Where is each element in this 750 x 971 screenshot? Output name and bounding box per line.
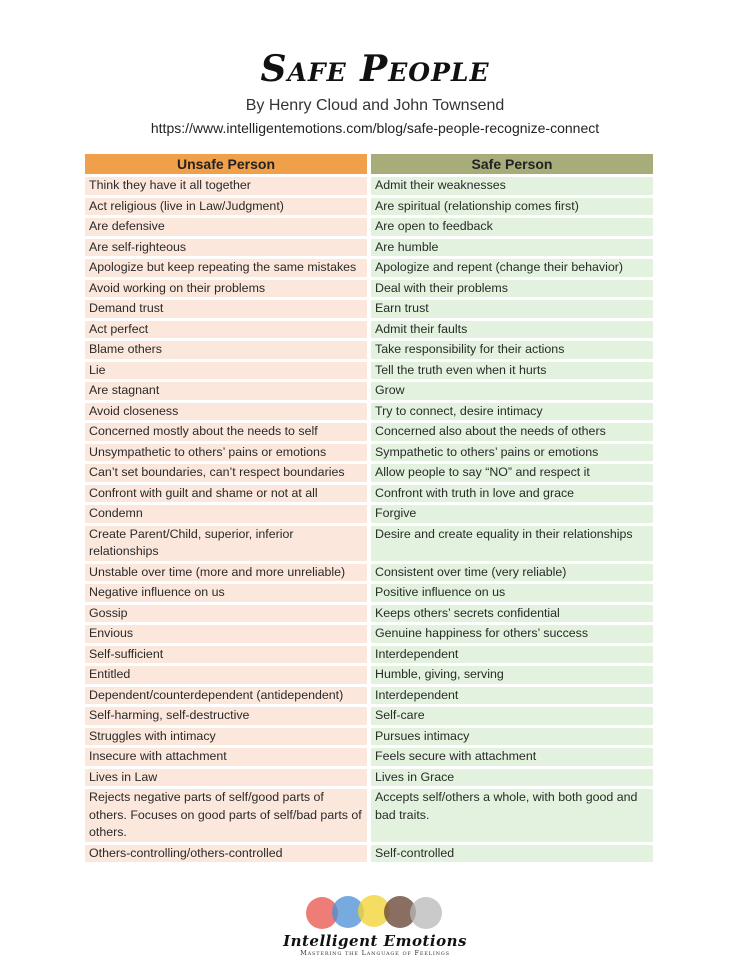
safe-trait-cell: Sympathetic to others’ pains or emotions [371,444,653,462]
table-row [85,728,653,746]
source-url: https://www.intelligentemotions.com/blog/safe-people-recognize-connect [150,120,600,136]
safe-trait-cell: Admit their faults [371,321,653,339]
unsafe-trait-cell: Avoid working on their problems [85,280,367,298]
safe-trait-cell: Genuine happiness for others’ success [371,625,653,643]
safe-trait-cell: Are spiritual (relationship comes first) [371,198,653,216]
unsafe-trait-cell: Act religious (live in Law/Judgment) [85,198,367,216]
table-row [85,300,653,318]
table-row [85,707,653,725]
safe-trait-cell: Consistent over time (very reliable) [371,564,653,582]
table-row [85,845,653,863]
table-row [85,769,653,787]
table-row [85,625,653,643]
page-title: Safe People [260,48,490,90]
gray-circle [410,897,442,929]
table-row [85,403,653,421]
table-row [85,485,653,503]
authors-line: By Henry Cloud and John Townsend [245,97,505,114]
safe-trait-cell: Deal with their problems [371,280,653,298]
comparison-table [81,151,657,865]
safe-trait-cell: Accepts self/others a whole, with both good and bad traits. [371,789,653,842]
safe-trait-cell: Allow people to say “NO” and respect it [371,464,653,482]
table-row [85,564,653,582]
safe-trait-cell: Tell the truth even when it hurts [371,362,653,380]
unsafe-trait-cell: Negative influence on us [85,584,367,602]
unsafe-trait-cell: Act perfect [85,321,367,339]
safe-trait-cell: Interdependent [371,687,653,705]
unsafe-trait-cell: Are stagnant [85,382,367,400]
unsafe-trait-cell: Create Parent/Child, superior, inferior relationships [85,526,367,561]
unsafe-trait-cell: Self-harming, self-destructive [85,707,367,725]
unsafe-trait-cell: Concerned mostly about the needs to self [85,423,367,441]
table-row [85,748,653,766]
logo-name: Intelligent Emotions [283,932,467,950]
safe-trait-cell: Interdependent [371,646,653,664]
unsafe-trait-cell: Confront with guilt and shame or not at all [85,485,367,503]
unsafe-trait-cell: Entitled [85,666,367,684]
unsafe-trait-cell: Lives in Law [85,769,367,787]
safe-trait-cell: Apologize and repent (change their behavior) [371,259,653,277]
table-body [85,177,653,862]
unsafe-trait-cell: Demand trust [85,300,367,318]
safe-trait-cell: Self-care [371,707,653,725]
table-row [85,584,653,602]
unsafe-trait-cell: Blame others [85,341,367,359]
intelligent-emotions-logo [280,893,470,963]
safe-trait-cell: Confront with truth in love and grace [371,485,653,503]
table-row [85,687,653,705]
safe-trait-cell: Desire and create equality in their relationships [371,526,653,561]
table-row [85,505,653,523]
unsafe-trait-cell: Can’t set boundaries, can’t respect boundaries [85,464,367,482]
safe-trait-cell: Forgive [371,505,653,523]
table-row [85,605,653,623]
table-row [85,526,653,561]
table-row [85,259,653,277]
unsafe-trait-cell: Think they have it all together [85,177,367,195]
safe-person-header: Safe Person [371,154,653,174]
unsafe-trait-cell: Apologize but keep repeating the same mistakes [85,259,367,277]
safe-trait-cell: Concerned also about the needs of others [371,423,653,441]
table-row [85,321,653,339]
safe-trait-cell: Grow [371,382,653,400]
unsafe-trait-cell: Insecure with attachment [85,748,367,766]
document-header [0,48,750,138]
table-row [85,789,653,842]
safe-trait-cell: Humble, giving, serving [371,666,653,684]
unsafe-trait-cell: Lie [85,362,367,380]
safe-trait-cell: Admit their weaknesses [371,177,653,195]
safe-trait-cell: Lives in Grace [371,769,653,787]
table-row [85,382,653,400]
table-header-row [85,154,653,174]
unsafe-trait-cell: Envious [85,625,367,643]
unsafe-trait-cell: Self-sufficient [85,646,367,664]
table-row [85,362,653,380]
safe-trait-cell: Self-controlled [371,845,653,863]
table-row [85,239,653,257]
unsafe-trait-cell: Condemn [85,505,367,523]
table-row [85,646,653,664]
safe-trait-cell: Take responsibility for their actions [371,341,653,359]
safe-trait-cell: Pursues intimacy [371,728,653,746]
logo-tagline: Mastering the Language of Feelings [300,949,450,957]
unsafe-trait-cell: Are self-righteous [85,239,367,257]
table-row [85,177,653,195]
table-row [85,280,653,298]
unsafe-trait-cell: Struggles with intimacy [85,728,367,746]
safe-trait-cell: Earn trust [371,300,653,318]
table-row [85,198,653,216]
table-row [85,464,653,482]
table-row [85,423,653,441]
unsafe-trait-cell: Unsympathetic to others’ pains or emotions [85,444,367,462]
unsafe-trait-cell: Others-controlling/others-controlled [85,845,367,863]
table-row [85,666,653,684]
safe-trait-cell: Are humble [371,239,653,257]
unsafe-trait-cell: Avoid closeness [85,403,367,421]
safe-trait-cell: Positive influence on us [371,584,653,602]
table-row [85,341,653,359]
unsafe-trait-cell: Gossip [85,605,367,623]
table-row [85,218,653,236]
safe-trait-cell: Keeps others’ secrets confidential [371,605,653,623]
table-row [85,444,653,462]
safe-trait-cell: Are open to feedback [371,218,653,236]
safe-trait-cell: Feels secure with attachment [371,748,653,766]
unsafe-trait-cell: Unstable over time (more and more unreliable) [85,564,367,582]
watercolor-circles-icon [300,893,450,931]
unsafe-trait-cell: Rejects negative parts of self/good parts of others. Focuses on good parts of self/bad parts of others. [85,789,367,842]
unsafe-trait-cell: Are defensive [85,218,367,236]
safe-trait-cell: Try to connect, desire intimacy [371,403,653,421]
unsafe-trait-cell: Dependent/counterdependent (antidependent) [85,687,367,705]
unsafe-person-header: Unsafe Person [85,154,367,174]
